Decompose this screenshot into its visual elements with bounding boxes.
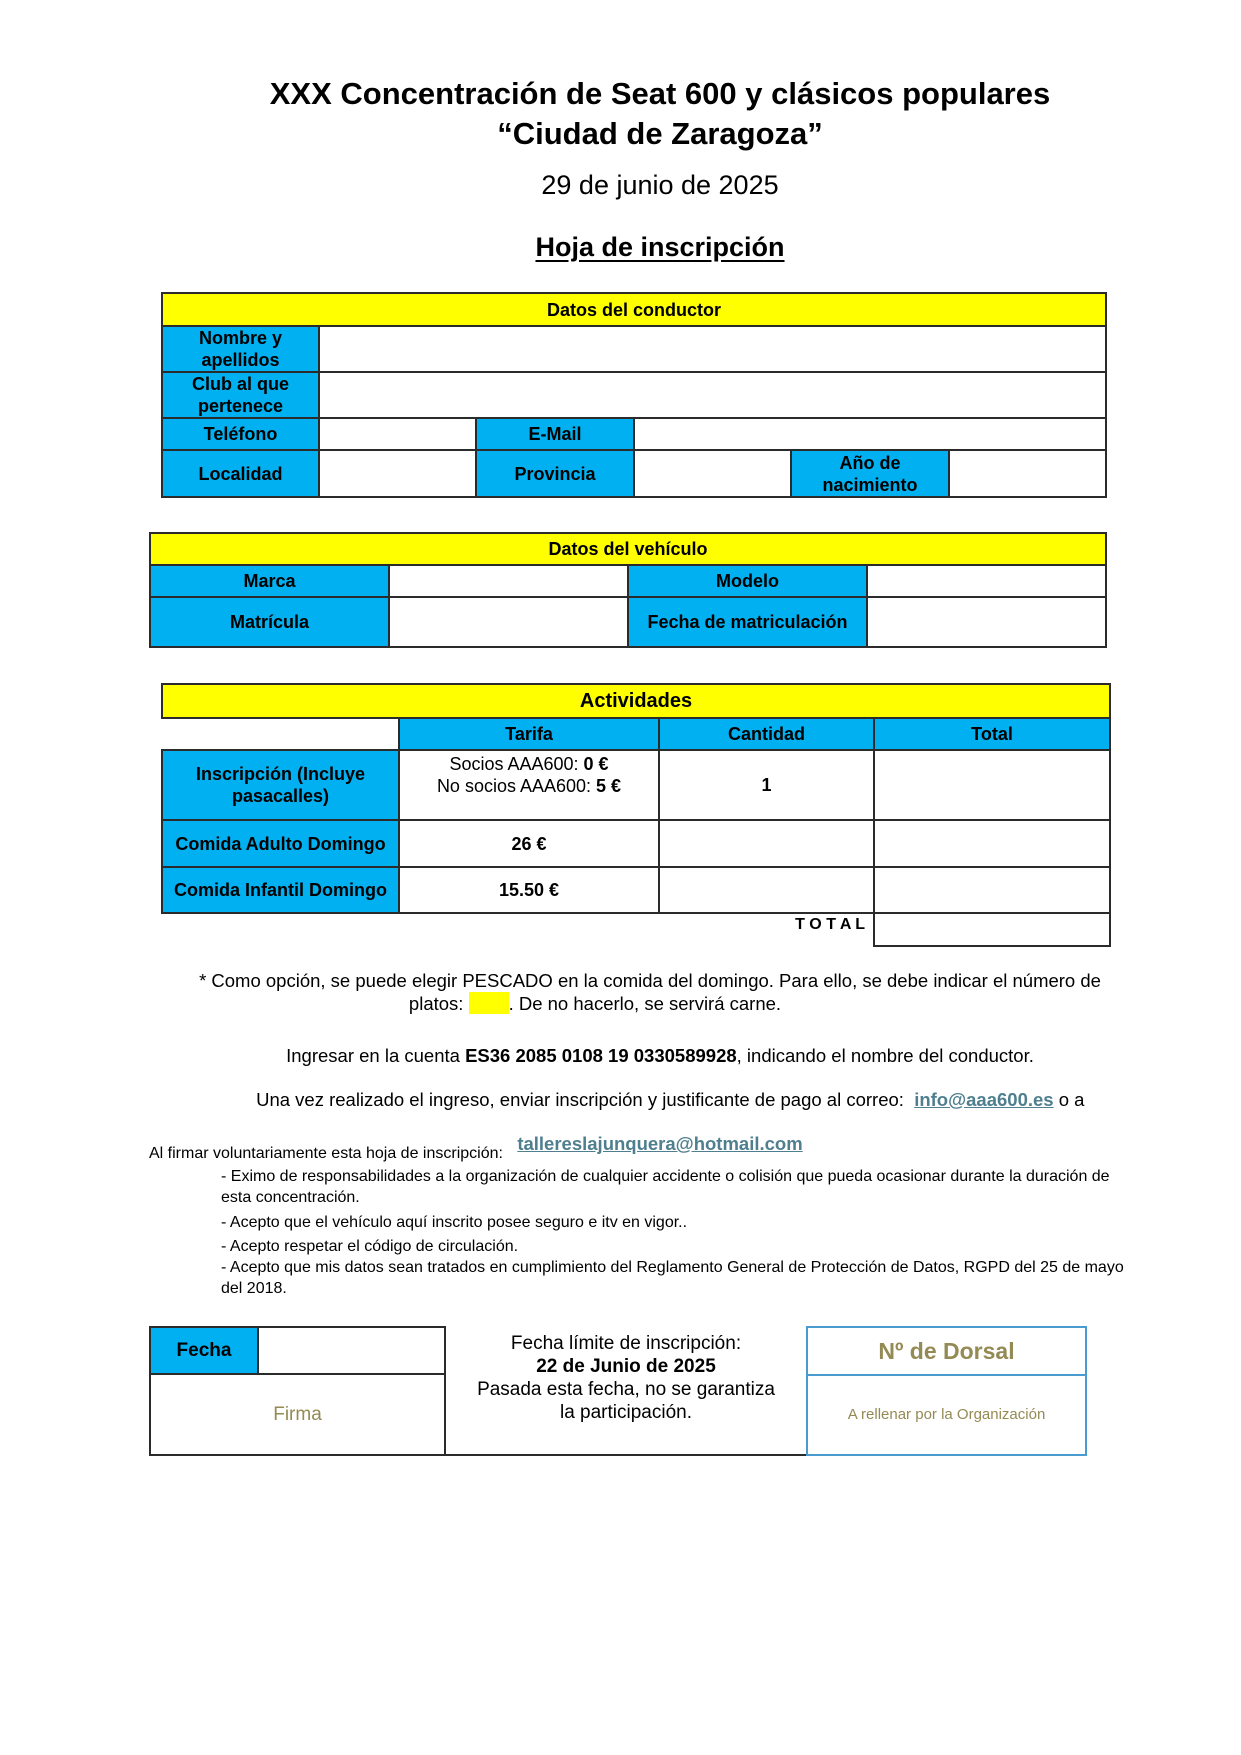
total-spacer [162, 913, 659, 946]
bank-account: ES36 2085 0108 19 0330589928 [465, 1045, 737, 1066]
event-date: 29 de junio de 2025 [541, 170, 779, 200]
brand-field[interactable] [389, 565, 628, 597]
plate-label: Matrícula [150, 597, 389, 647]
activities-blank-header [162, 718, 399, 750]
deadline-date: 22 de Junio de 2025 [536, 1356, 716, 1377]
signature-field[interactable]: Firma [273, 1404, 322, 1425]
table-row [162, 750, 1110, 820]
driver-section-header: Datos del conductor [162, 293, 1106, 326]
activity-quantity[interactable] [659, 820, 874, 867]
activity-rate [399, 750, 659, 820]
table-row [162, 820, 1110, 867]
payment-info [160, 1045, 1160, 1155]
phone-label: Teléfono [162, 418, 319, 450]
email-label: E-Mail [476, 418, 634, 450]
activities-table [161, 683, 1111, 947]
rate-nonmembers-label: No socios AAA600: [436, 776, 597, 796]
registration-date-field[interactable] [867, 597, 1106, 647]
event-title-line2: “Ciudad de Zaragoza” [497, 116, 823, 151]
column-header-quantity: Cantidad [659, 718, 874, 750]
legal-item: - Acepto que mis datos sean tratados en cumplimiento del Reglamento General de Protección de Datos, RGPD del 25 de mayo del 2018. [221, 1259, 1124, 1297]
activity-quantity[interactable] [659, 867, 874, 913]
activity-label: Comida Adulto Domingo [162, 820, 399, 867]
fish-note-line1: * Como opción, se puede elegir PESCADO en la comida del domingo. Para ello, se debe indicar el número de [199, 970, 1101, 991]
dorsal-note: A rellenar por la Organización [847, 1406, 1046, 1423]
event-title [0, 74, 1241, 154]
deadline-line1: Fecha límite de inscripción: [510, 1333, 742, 1354]
club-label: Club al que pertenece [162, 372, 319, 418]
email-field[interactable] [634, 418, 1106, 450]
town-field[interactable] [319, 450, 476, 497]
table-row [162, 867, 1110, 913]
payment-line1-prefix: Ingresar en la cuenta [286, 1045, 466, 1066]
name-field[interactable] [319, 326, 1106, 372]
activity-label: Inscripción (Incluye pasacalles) [162, 750, 399, 820]
phone-field[interactable] [319, 418, 476, 450]
event-title-line1: XXX Concentración de Seat 600 y clásicos populares [269, 76, 1051, 111]
deadline-line3: Pasada esta fecha, no se garantiza [477, 1379, 775, 1400]
plate-field[interactable] [389, 597, 628, 647]
activity-total[interactable] [874, 820, 1110, 867]
deadline-line4: la participación. [559, 1402, 693, 1423]
date-label: Fecha [151, 1328, 259, 1375]
club-field[interactable] [319, 372, 1106, 418]
dorsal-box [806, 1326, 1087, 1456]
payment-line1-suffix: , indicando el nombre del conductor. [736, 1045, 1034, 1066]
date-field[interactable] [259, 1328, 444, 1375]
rate-members-value: 0 € [583, 754, 609, 774]
vehicle-table [149, 532, 1107, 648]
activity-total[interactable] [874, 867, 1110, 913]
fish-count-field[interactable] [469, 992, 509, 1014]
fish-note-prefix: platos: [408, 993, 469, 1014]
fish-note-suffix: . De no hacerlo, se servirá carne. [508, 993, 782, 1014]
birth-year-field[interactable] [949, 450, 1106, 497]
province-field[interactable] [634, 450, 791, 497]
legal-item: - Acepto que el vehículo aquí inscrito posee seguro e itv en vigor.. [221, 1214, 688, 1231]
name-label: Nombre y apellidos [162, 326, 319, 372]
driver-table [161, 292, 1107, 498]
column-header-total: Total [874, 718, 1110, 750]
activity-total[interactable] [874, 750, 1110, 820]
legal-terms [149, 1143, 1159, 1299]
email-link-info[interactable]: info@aaa600.es [914, 1089, 1054, 1110]
legal-item: - Eximo de responsabilidades a la organización de cualquier accidente o colisión que pueda ocasionar durante la duración de esta concentración. [221, 1168, 1110, 1206]
legal-intro: Al firmar voluntariamente esta hoja de inscripción: [149, 1145, 503, 1162]
rate-members-label: Socios AAA600: [449, 754, 584, 774]
model-field[interactable] [867, 565, 1106, 597]
province-label: Provincia [476, 450, 634, 497]
dorsal-title: Nº de Dorsal [808, 1328, 1085, 1376]
payment-line2-prefix: Una vez realizado el ingreso, enviar inscripción y justificante de pago al correo: [256, 1089, 915, 1110]
sheet-title: Hoja de inscripción [535, 232, 785, 262]
payment-line2-middle: o a [1053, 1089, 1085, 1110]
town-label: Localidad [162, 450, 319, 497]
activity-label: Comida Infantil Domingo [162, 867, 399, 913]
activities-section-header: Actividades [162, 684, 1110, 718]
brand-label: Marca [150, 565, 389, 597]
rate-nonmembers-value: 5 € [596, 776, 622, 796]
registration-date-label: Fecha de matriculación [628, 597, 867, 647]
deadline-box [444, 1326, 808, 1456]
email-link-talleres[interactable]: tallereslajunquera@hotmail.com [517, 1133, 803, 1154]
activity-quantity[interactable]: 1 [659, 750, 874, 820]
vehicle-section-header: Datos del vehículo [150, 533, 1106, 565]
birth-year-label: Año de nacimiento [791, 450, 949, 497]
column-header-rate: Tarifa [399, 718, 659, 750]
signature-box [149, 1326, 446, 1456]
activity-rate: 15.50 € [399, 867, 659, 913]
activity-rate: 26 € [399, 820, 659, 867]
model-label: Modelo [628, 565, 867, 597]
fish-note [140, 969, 1160, 1015]
grand-total-field[interactable] [874, 913, 1110, 946]
grand-total-label: T O T A L [659, 913, 874, 946]
legal-item: - Acepto respetar el código de circulación. [221, 1238, 519, 1255]
